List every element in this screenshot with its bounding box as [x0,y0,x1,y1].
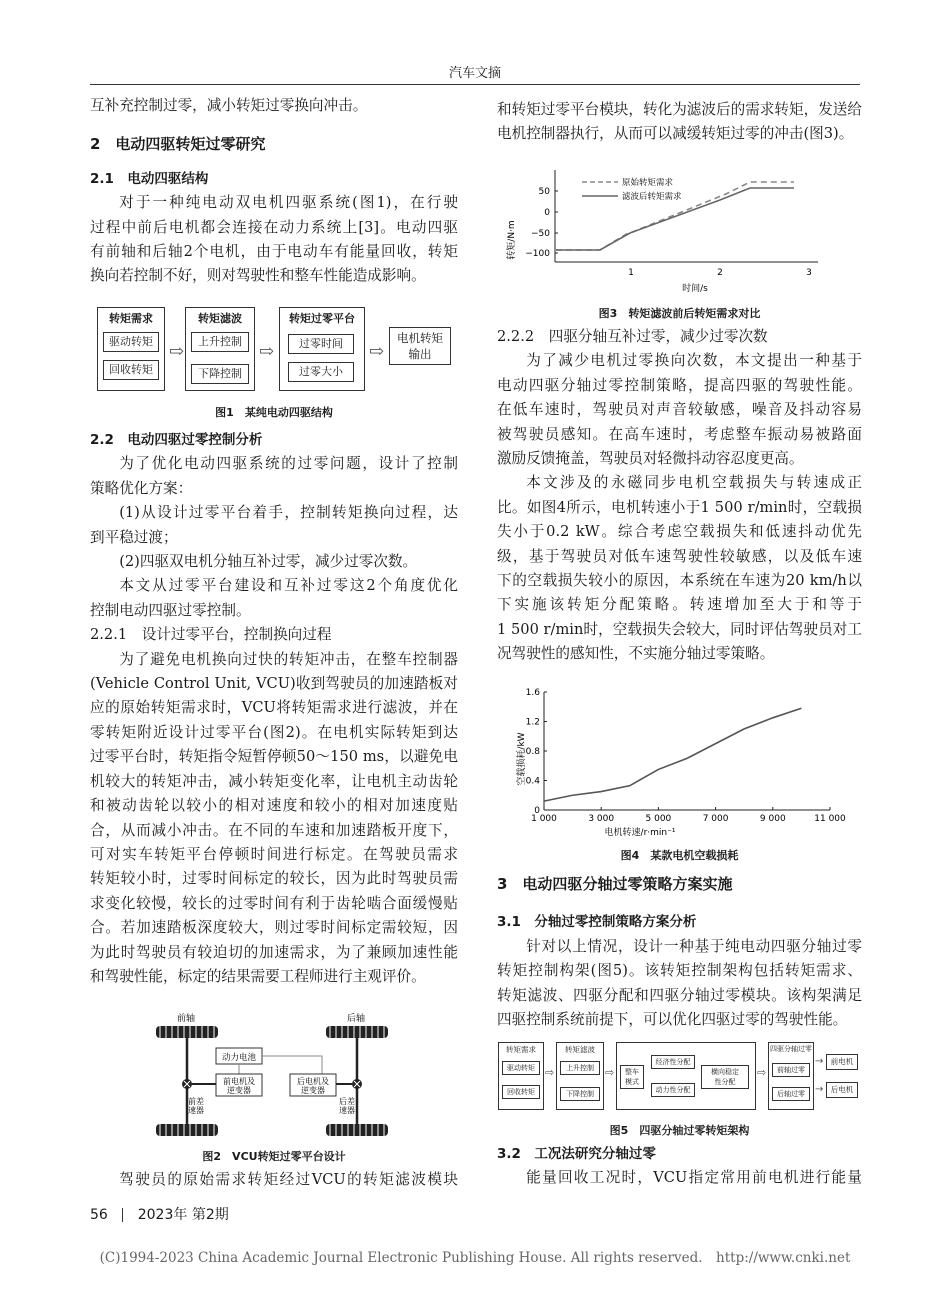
text-line: 级，基于驾驶员对低车速驾驶性较敏感，以及低车速 [497,547,862,565]
header-rule [90,84,860,85]
text-line: 应的原始转矩需求时，VCU将转矩需求进行滤波，并在 [90,699,458,717]
y-tick-label: −50 [531,229,550,239]
arrow-right-icon: → [815,1084,824,1095]
block-line: 模式 [625,1078,639,1086]
power-distribution-item: 动力性分配 [651,1083,695,1097]
vehicle-mode-box [620,1065,644,1089]
section-heading-2-2-2: 2.2.2 四驱分轴互补过零，减少过零次数 [497,328,768,345]
arrow-right-icon: → [815,1056,824,1067]
text-line: 和驾驶性能，标定的结果需要工程师进行主观评价。 [90,967,426,985]
arrow-right-icon: ⇨ [605,1066,615,1079]
right-column-2 [497,325,862,667]
y-axis-label: 转矩/N·m [507,220,517,260]
left-column-end [90,1168,458,1192]
four-wd-distribution-block [616,1042,756,1110]
drive-torque-item: 驱动转矩 [502,1061,540,1075]
text-line: 和被动齿轮以较小的相对速度和较小的相对加速度贴 [90,797,458,815]
text-line: 到平稳过渡； [90,528,178,546]
text-line: 驾驶员的原始需求转矩经过VCU的转矩滤波模块 [119,1171,458,1188]
rise-control-item: 上升控制 [560,1061,600,1075]
arrow-right-icon: ⇨ [757,1066,767,1079]
text-line: 机较大的转矩冲击，减小转矩变化率，让电机主动齿轮 [90,772,458,790]
zero-time-item: 过零时间 [288,334,354,354]
text-line: 控制电动四驱过零控制。 [90,601,251,619]
regen-torque-item: 回收转矩 [103,360,159,380]
arrow-right-icon: ⇨ [259,341,275,362]
x-tick-label: 11 000 [814,814,846,824]
figure-2 [150,1012,410,1146]
torque-demand-block [498,1042,544,1110]
text-line: 转矩控制构架(图5)。该转矩控制架构包括转矩需求、 [497,962,862,980]
rear-axle-label: 后轴 [346,1014,366,1024]
text-line: 电动四驱分轴过零控制策略，提高四驱的驾驶性能。 [497,376,862,394]
x-tick-label: 3 [806,268,812,278]
x-tick-label: 1 000 [531,814,557,824]
zero-size-item: 过零大小 [288,362,354,382]
figure-4-caption: 图4 某款电机空载损耗 [620,849,739,862]
text-line: 为此时驾驶员有较迫切的加速需求，为了兼顾加速性能 [90,943,458,961]
front-diff-label: 速器 [188,1106,204,1115]
text-line: 在低车速时，驾驶员对声音较敏感，噪音及抖动容易 [497,401,862,419]
right-column [497,98,862,147]
section-heading-3-2: 3.2 工况法研究分轴过零 [497,1146,656,1162]
copyright-notice: (C)1994-2023 China Academic Journal Electronic Publishing House. All rights reserved. http://www.cnki.net [99,1250,851,1266]
battery-label: 动力电池 [221,1053,257,1063]
y-tick-label: −100 [525,249,550,259]
rear-motor-label: 后电机及 [297,1077,329,1086]
text-line: 四驱控制系统前提下，可以优化四驱过零的驾驶性能。 [497,1011,848,1029]
text-line: 转矩滤波、四驱分配和四驱分轴过零模块。该构架满足 [497,986,862,1004]
figure-1 [95,305,455,401]
text-line: 激励反馈掩盖，驾驶员对轻微抖动容忍度更高。 [497,450,804,468]
block-line: 整车 [625,1068,639,1076]
text-line: 失小于0.2 kW。综合考虑空载损失和低速抖动优先 [497,523,862,541]
economy-distribution-item: 经济性分配 [651,1055,695,1069]
fall-control-item: 下降控制 [560,1087,600,1101]
zero-platform-block [279,307,365,391]
rear-diff-label: 速器 [339,1106,355,1115]
text-line: 合。若加速踏板深度较大，则过零时间标定需较短，因 [90,919,458,937]
fall-control-item: 下降控制 [191,364,249,384]
text-line: 能量回收工况时，VCU指定常用前电机进行能量 [526,1169,862,1187]
section-heading-2-2-1: 2.2.1 设计过零平台，控制换向过程 [90,626,332,644]
front-motor-label: 逆变器 [227,1086,251,1095]
block-line: 电机转矩 [397,331,443,345]
x-tick-label: 2 [717,268,723,278]
section-heading-2-1: 2.1 电动四驱结构 [90,170,209,187]
rear-axle-zero-item: 后轴过零 [772,1087,810,1101]
left-column [90,94,458,289]
x-tick-label: 1 [628,268,634,278]
legend-original: 原始转矩需求 [622,178,674,188]
section-heading-2: 2 电动四驱转矩过零研究 [90,135,266,154]
text-line: 下实施该转矩分配策略。转速增加至大于和等于 [497,596,862,614]
figure-2-caption: 图2 VCU转矩过零平台设计 [202,1150,346,1163]
figure-3-caption: 图3 转矩滤波前后转矩需求对比 [598,307,761,320]
figure-1-caption: 图1 某纯电动四驱结构 [215,406,333,419]
text-line: 为了减少电机过零换向次数，本文提出一种基于 [526,352,862,370]
page-number: 56 [90,1207,108,1223]
y-tick-label: 0.8 [525,747,540,757]
text-line: 电机控制器执行，从而可以减缓转矩过零的冲击(图3)。 [497,125,854,143]
front-axle-label: 前轴 [176,1014,196,1024]
y-tick-label: 0.4 [525,776,540,787]
text-line: 有前轴和后轴2个电机，由于电动车有能量回收，转矩 [90,243,458,261]
block-line: 输出 [408,347,432,361]
section-heading-3: 3 电动四驱分轴过零策略方案实施 [497,875,733,893]
text-line: 过零平台时，转矩指令短暂停顿50～150 ms，以避免电 [90,748,458,766]
regen-torque-item: 回收转矩 [502,1085,540,1099]
page-footer [90,1204,229,1224]
motor-output-block [389,327,451,365]
y-tick-label: 0 [534,806,540,816]
block-title: 转矩需求 [102,310,160,327]
block-title: 转矩过零平台 [282,310,362,327]
front-motor-label: 前电机及 [223,1077,255,1086]
arrow-right-icon: ⇨ [545,1066,555,1079]
figure-5-caption: 图5 四驱分轴过零转矩架构 [609,1124,750,1137]
text-line: 下的空载损失较小的原因，本系统在车速为20 km/h以 [497,572,862,590]
text-line: 可对实车转矩平台停顿时间进行标定。在驾驶员需求 [90,845,458,863]
legend-filtered: 滤波后转矩需求 [622,192,682,202]
text-line: 1 500 r/min时，空载损失会较大，同时评估驾驶员对工 [497,620,862,638]
figure-3 [500,160,840,298]
section-heading-3-1: 3.1 分轴过零控制策略方案分析 [497,914,697,931]
x-tick-label: 5 000 [645,814,672,824]
paragraph: 互补充控制过零，减小转矩过零换向冲击。 [90,97,368,114]
text-line: 零转矩附近设计过零平台(图2)。在电机实际转矩到达 [90,723,458,741]
text-line: 况驾驶性的感知性，不实施分轴过零策略。 [497,645,775,663]
block-title: 转矩滤波 [190,310,250,327]
rear-diff-label: 后差 [339,1097,355,1106]
torque-filter-block [185,307,255,391]
y-axis-label: 空载损耗/kW [517,732,527,786]
x-tick-label: 3 000 [588,814,615,824]
figure-5 [498,1040,860,1114]
text-line: 本文从过零平台建设和互补过零这2个角度优化 [119,577,458,595]
text-line: 过程中前后电机都会连接在动力系统上[3]。电动四驱 [90,218,458,236]
y-tick-label: 1.2 [525,717,540,728]
block-line: 横向稳定 [711,1068,739,1076]
block-title: 转矩滤波 [559,1044,601,1055]
section-heading-2-2: 2.2 电动四驱过零控制分析 [90,432,263,448]
series-line [544,708,801,801]
block-title: 四驱分轴过零 [770,1045,812,1053]
y-tick-label: 50 [538,187,550,197]
issue-label: 2023年 第2期 [137,1207,229,1223]
text-line: 合，从而减小冲击。在不同的车速和加速踏板开度下， [90,821,458,839]
drive-torque-item: 驱动转矩 [103,332,159,352]
x-axis-label: 时间/s [682,284,708,294]
lateral-stability-box [701,1065,749,1089]
text-line: 求变化较慢，较长的过零时间有利于齿轮啮合面缓慢贴 [90,894,458,912]
x-axis-label: 电机转速/r·min⁻¹ [604,828,676,838]
torque-filter-block [556,1042,604,1110]
arrow-right-icon: ⇨ [369,341,385,362]
torque-demand-block [97,307,165,391]
figure-4 [510,684,850,842]
left-column-2 [90,428,458,989]
text-line: 针对以上情况，设计一种基于纯电动四驱分轴过零 [526,937,862,955]
text-line: 和转矩过零平台模块，转化为滤波后的需求转矩，发送给 [497,101,862,118]
right-column-end [497,1142,862,1191]
rise-control-item: 上升控制 [191,332,249,352]
front-diff-label: 前差 [188,1097,204,1106]
footer-divider [122,1208,123,1222]
text-line: (Vehicle Control Unit, VCU)收到驾驶员的加速踏板对 [90,675,458,693]
x-tick-label: 9 000 [759,814,786,824]
front-axle-zero-item: 前轴过零 [772,1063,810,1077]
y-tick-label: 0 [544,208,550,218]
running-header: 汽车文摘 [448,66,501,81]
y-tick-label: 1.6 [525,688,540,698]
front-motor-box: 前电机 [826,1054,858,1070]
x-tick-label: 7 000 [702,814,729,824]
rear-motor-box: 后电机 [826,1082,858,1098]
rear-motor-label: 逆变器 [301,1086,325,1095]
text-line: 本文涉及的永磁同步电机空载损失与转速成正 [526,474,862,492]
text-line: 转矩较小时，过零时间标定的较长，因为此时驾驶员需 [90,870,458,888]
text-line: 比。如图4所示，电机转速小于1 500 r/min时，空载损 [497,498,862,516]
right-column-3 [497,872,862,1032]
text-line: (2)四驱双电机分轴互补过零，减少过零次数。 [119,553,418,571]
text-line: 换向若控制不好，则对驾驶性和整车性能造成影响。 [90,267,426,285]
text-line: 被驾驶员感知。在高车速时，考虑整车振动易被路面 [497,425,862,443]
text-line: 为了优化电动四驱系统的过零问题，设计了控制 [119,455,458,473]
arrow-right-icon: ⇨ [169,341,185,362]
text-line: 对于一种纯电动双电机四驱系统(图1)，在行驶 [119,194,458,212]
text-line: (1)从设计过零平台着手，控制转矩换向过程，达 [119,504,458,522]
text-line: 为了避免电机换向过快的转矩冲击，在整车控制器 [119,650,458,668]
axle-zero-block [768,1042,814,1110]
text-line: 策略优化方案： [90,479,193,497]
block-title: 转矩需求 [501,1044,541,1055]
block-line: 性分配 [714,1078,736,1086]
